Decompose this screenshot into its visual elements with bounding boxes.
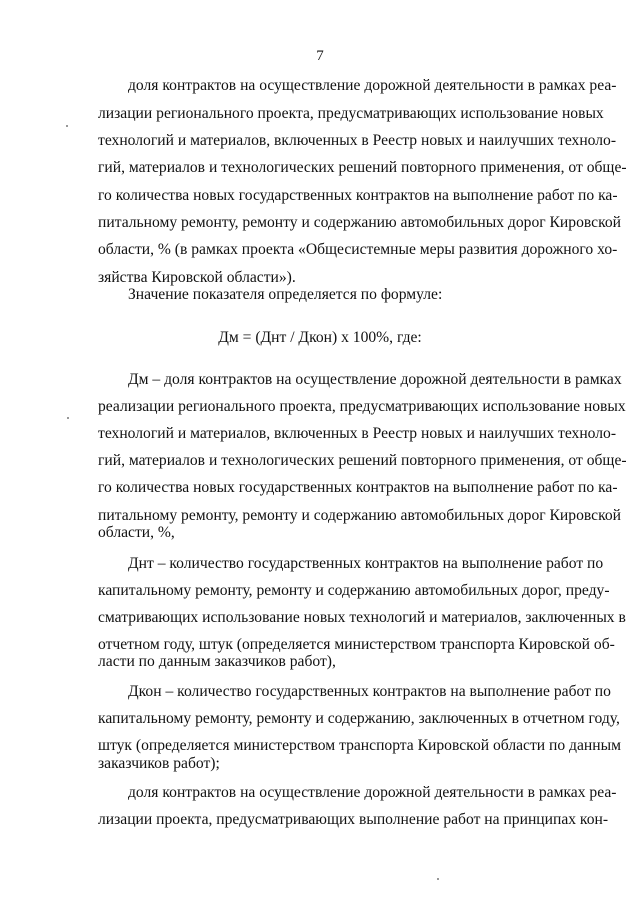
text-line: Днт – количество государственных контрактов на выполнение работ по <box>128 555 604 572</box>
text-line: доля контрактов на осуществление дорожной деятельности в рамках реа- <box>128 784 617 801</box>
text-line: го количества новых государственных контрактов на выполнение работ по ка- <box>98 479 618 496</box>
text-line: лизации проекта, предусматривающих выполнение работ на принципах кон- <box>98 811 609 828</box>
text-line: области, %, <box>98 524 175 541</box>
page-number: 7 <box>316 48 324 64</box>
text-line: Дм – доля контрактов на осуществление дорожной деятельности в рамках <box>128 371 622 388</box>
text-line: области, % (в рамках проекта «Общесистемные меры развития дорожного хо- <box>98 241 618 258</box>
text-line: штук (определяется министерством транспорта Кировской области по данным <box>98 737 621 754</box>
scan-speck <box>437 878 439 880</box>
text-line: сматривающих использование новых технологий и материалов, заключенных в <box>98 609 626 626</box>
text-line: гий, материалов и технологических решений повторного применения, от обще- <box>98 159 627 176</box>
text-line: капитальному ремонту, ремонту и содержанию, заключенных в отчетном году, <box>98 710 620 727</box>
text-line: доля контрактов на осуществление дорожной деятельности в рамках реа- <box>128 77 617 94</box>
text-line: заказчиков работ); <box>98 755 220 772</box>
text-line: гий, материалов и технологических решений повторного применения, от обще- <box>98 452 627 469</box>
scan-speck <box>67 417 69 419</box>
text-line: Дкон – количество государственных контрактов на выполнение работ по <box>128 683 611 700</box>
text-line: технологий и материалов, включенных в Реестр новых и наилучших техноло- <box>98 132 617 149</box>
text-line: питальному ремонту, ремонту и содержанию автомобильных дорог Кировской <box>98 507 621 524</box>
text-line: питальному ремонту, ремонту и содержанию автомобильных дорог Кировской <box>98 214 621 231</box>
text-line: Значение показателя определяется по формуле: <box>128 286 443 303</box>
text-line: го количества новых государственных контрактов на выполнение работ по ка- <box>98 187 618 204</box>
text-line: ласти по данным заказчиков работ), <box>98 653 336 670</box>
formula: Дм = (Днт / Дкон) х 100%, где: <box>218 329 422 346</box>
text-line: реализации регионального проекта, предусматривающих использование новых <box>98 398 626 415</box>
text-line: отчетном году, штук (определяется министерством транспорта Кировской об- <box>98 636 615 653</box>
scan-speck <box>66 125 68 127</box>
text-line: лизации регионального проекта, предусматривающих использование новых <box>98 105 604 122</box>
text-line: технологий и материалов, включенных в Реестр новых и наилучших техноло- <box>98 425 617 442</box>
text-line: капитальному ремонту, ремонту и содержанию автомобильных дорог, преду- <box>98 582 610 599</box>
text-line: зяйства Кировской области»). <box>98 269 296 286</box>
